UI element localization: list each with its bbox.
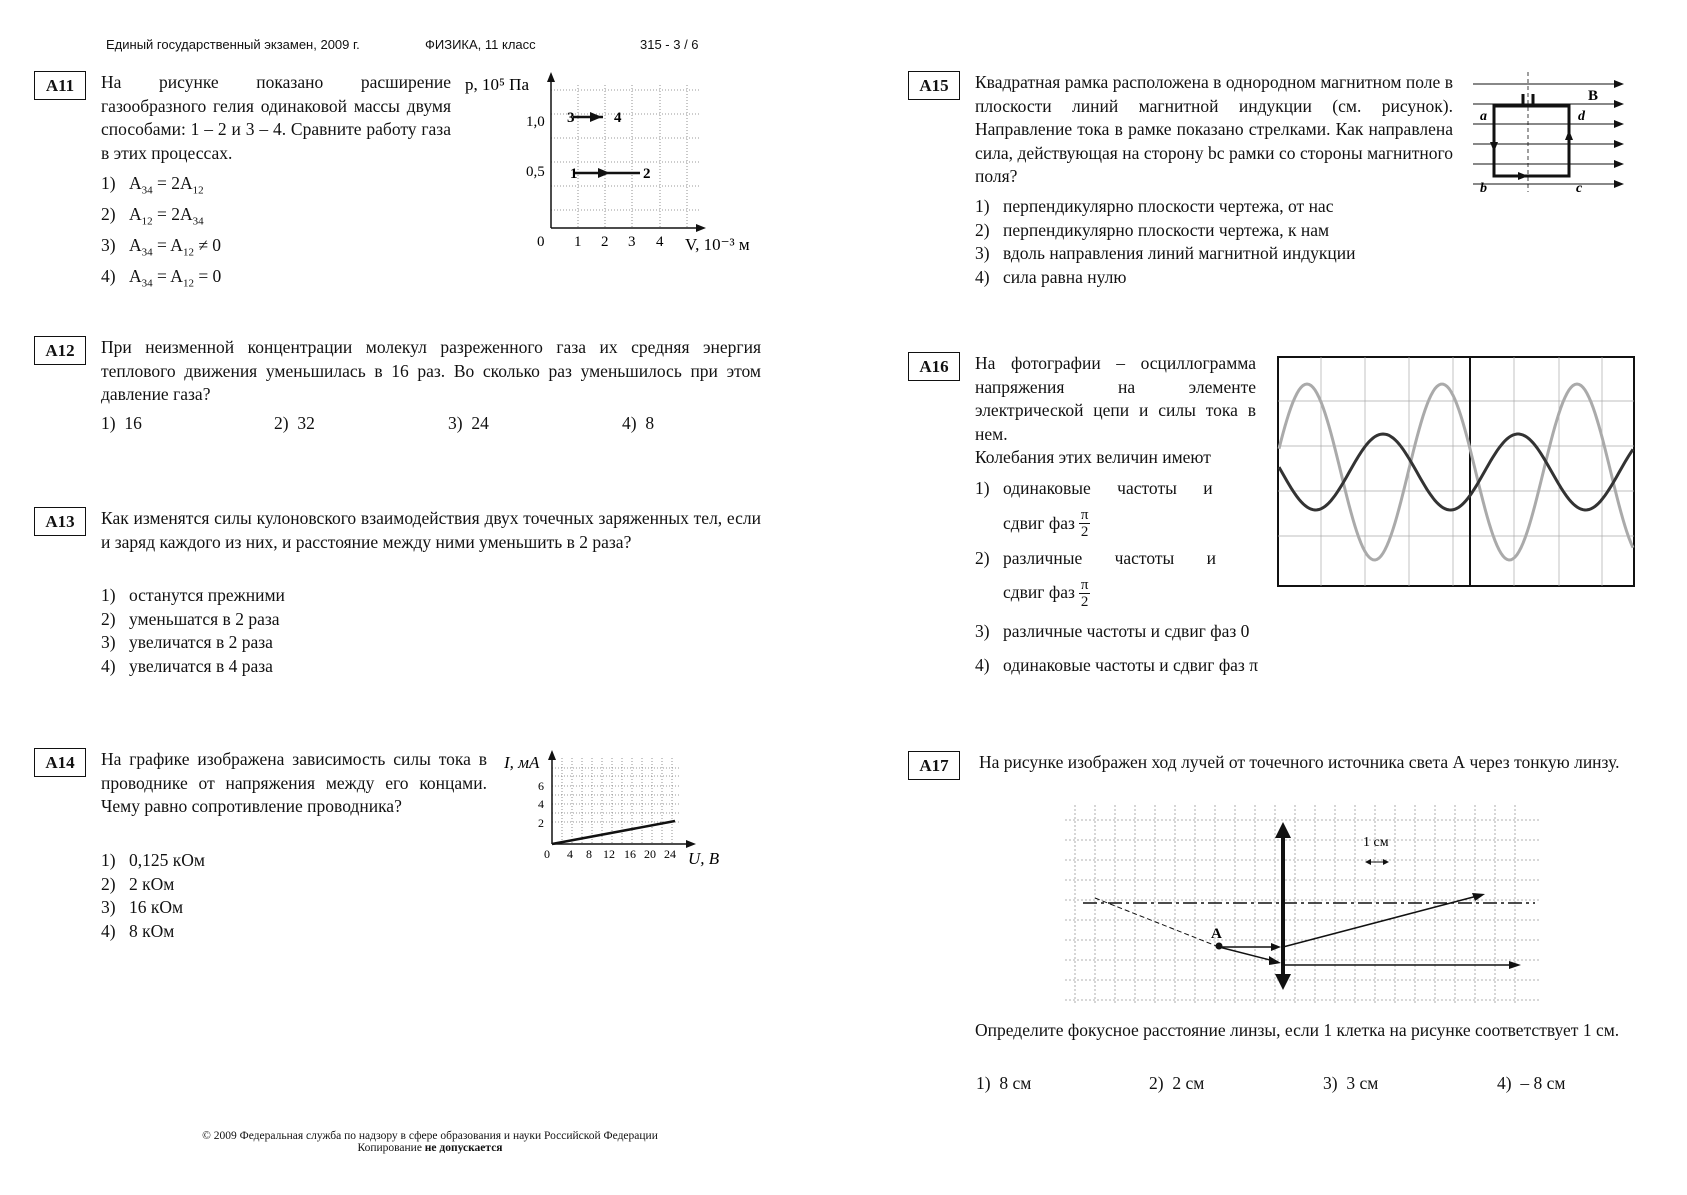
header-page: 315 - 3 / 6 [640,37,699,52]
a11-xtick-2: 2 [601,234,609,250]
a15-corner-a: a [1480,109,1487,124]
a11-xtick-0: 0 [537,234,545,250]
a15-options [975,195,1356,289]
a11-question: На рисунке показано расширение газообразного гелия одинаковой массы двумя способами: 1 – 2 и 3 – 4. Сравните работу газа в этих процессах. [101,72,451,163]
a11-option-4[interactable]: 4) $A_{34} = A_{12} = 0$ [101,266,222,290]
a11-options [101,172,221,296]
a14-option-4[interactable]: 4) 8 кОм [101,920,175,941]
a14-iu-graph [500,748,740,878]
a16-question: На фотографии – осциллограмма напряжения на элементе электрической цепи и силы тока в нем. [975,353,1256,444]
a17-source-label: A [1211,926,1222,942]
a13-option-1[interactable]: 1) останутся прежними [101,585,285,605]
a14-option-3[interactable]: 3) 16 кОм [101,897,184,917]
a14-y-label: I, мА [504,753,540,772]
a11-xtick-4: 4 [656,234,664,250]
a11-xtick-1: 1 [574,234,582,250]
a17-option-4[interactable]: 4) – 8 см [1497,1073,1566,1093]
a11-xtick-3: 3 [628,234,636,250]
a14-option-2[interactable]: 2) 2 кОм [101,873,175,894]
a16-options [975,477,1265,677]
task-number-a14: A14 [34,748,86,777]
a15-option-1[interactable]: 1) перпендикулярно плоскости чертежа, от нас [975,196,1334,216]
a12-question: При неизменной концентрации молекул разреженного газа их средняя энергия теплового движения уменьшилась в 16 раз. Во сколько раз уменьшилось при этом давление газа? [101,337,761,404]
a17-question-2: Определите фокусное расстояние линзы, если 1 клетка на рисунке соответствует 1 см. [975,1020,1620,1040]
a11-ytick-1: 1,0 [526,114,545,130]
a16-question-2: Колебания этих величин имеют [975,447,1211,467]
a16-option-1-fraction: $\frac{\pi}{2}$ [1080,507,1089,540]
a15-corner-c: c [1576,181,1583,196]
a11-pv-graph [460,70,770,260]
a13-question: Как изменятся силы кулоновского взаимодействия двух точечных заряженных тел, если и заряд каждого из них, и расстояние между ними уменьшить в 2 раза? [101,508,761,552]
a17-option-2[interactable]: 2) 2 см [1149,1073,1205,1093]
a16-option-2-shift: сдвиг фаз $\frac{\pi}{2}$ [1003,576,1089,610]
task-number-a17: A17 [908,751,960,780]
a15-corner-b: b [1480,181,1487,196]
a15-corner-d: d [1578,109,1585,124]
a17-scale-label: 1 см [1363,835,1389,850]
a15-option-2[interactable]: 2) перпендикулярно плоскости чертежа, к нам [975,219,1330,240]
a17-question: На рисунке изображен ход лучей от точечного источника света А через тонкую линзу. [979,752,1620,772]
a17-option-1[interactable]: 1) 8 см [976,1073,1032,1093]
a14-xtick-4: 4 [567,847,573,861]
a11-y-label: p, 10⁵ Па [465,75,529,94]
a15-frame-figure [1468,72,1628,197]
a12-option-3[interactable]: 3) 24 [448,413,489,433]
a14-ytick-4: 4 [538,797,544,811]
a14-ytick-6: 6 [538,779,544,793]
task-number-a16: A16 [908,352,960,381]
a14-xtick-24: 24 [664,847,676,861]
a15-question: Квадратная рамка расположена в однородном магнитном поле в плоскости линий магнитной индукции (см. рисунок). Направление тока в рамке показано стрелками. Как направлена сила, действующая на сторону bc рамки со стороны магнитного поля? [975,72,1453,186]
a13-option-3[interactable]: 3) увеличатся в 2 раза [101,632,273,652]
footer [150,1130,710,1154]
task-number-a15: A15 [908,71,960,100]
a15-option-4[interactable]: 4) сила равна нулю [975,266,1127,287]
a17-option-3[interactable]: 3) 3 см [1323,1073,1379,1093]
a11-point-4: 4 [614,110,622,126]
a13-options [101,584,285,678]
a17-lens-figure [1065,800,1545,1015]
header-subject: ФИЗИКА, 11 класс [425,37,536,52]
task-number-a11: A11 [34,71,86,100]
a11-point-1: 1 [570,166,578,182]
a15-field-label: B [1588,88,1599,104]
a11-point-2: 2 [643,166,651,182]
a16-oscillogram [1277,356,1637,588]
a14-xtick-12: 12 [603,847,615,861]
a12-option-2[interactable]: 2) 32 [274,413,315,433]
a11-point-3: 3 [567,110,575,126]
a16-option-2[interactable]: 2) различные частоты и [975,547,1217,568]
a16-option-1[interactable]: 1) одинаковые частоты и [975,478,1213,498]
a16-option-1-shift: сдвиг фаз $\frac{\pi}{2}$ [1003,507,1089,540]
a11-ytick-2: 0,5 [526,164,545,180]
footer-copyright: © 2009 Федеральная служба по надзору в сфере образования и науки Российской Федерации [202,1130,658,1142]
a11-option-3[interactable]: 3) $A_{34} = A_{12} \ne 0$ [101,235,222,259]
a14-option-1[interactable]: 1) 0,125 кОм [101,850,205,870]
a16-option-4[interactable]: 4) одинаковые частоты и сдвиг фаз π [975,654,1259,675]
task-number-a13: A13 [34,507,86,536]
a14-xtick-16: 16 [624,847,636,861]
a14-xtick-8: 8 [586,847,592,861]
a12-option-4[interactable]: 4) 8 [622,413,655,433]
a11-option-1[interactable]: 1) $A_{34} = 2A_{12}$ [101,173,204,197]
a14-x-label: U, В [688,849,720,868]
a14-ytick-2: 2 [538,816,544,830]
a15-option-3[interactable]: 3) вдоль направления линий магнитной индукции [975,243,1356,263]
header-exam: Единый государственный экзамен, 2009 г. [106,37,360,52]
a13-option-2[interactable]: 2) уменьшатся в 2 раза [101,608,280,629]
a14-xtick-0: 0 [544,847,550,861]
a14-options [101,849,205,943]
a16-option-3[interactable]: 3) различные частоты и сдвиг фаз 0 [975,621,1250,641]
a16-option-2-fraction: $\frac{\pi}{2}$ [1080,576,1089,610]
a14-question: На графике изображена зависимость силы тока в проводнике от напряжения между его концами. Чему равно сопротивление проводника? [101,749,487,816]
a14-xtick-20: 20 [644,847,656,861]
a13-option-4[interactable]: 4) увеличатся в 4 раза [101,655,273,676]
task-number-a12: A12 [34,336,86,365]
a11-option-2[interactable]: 2) $A_{12} = 2A_{34}$ [101,204,204,228]
footer-copy-note: Копирование не допускается [357,1142,503,1154]
a11-x-label: V, 10⁻³ м [685,235,750,254]
a12-option-1[interactable]: 1) 16 [101,413,142,433]
